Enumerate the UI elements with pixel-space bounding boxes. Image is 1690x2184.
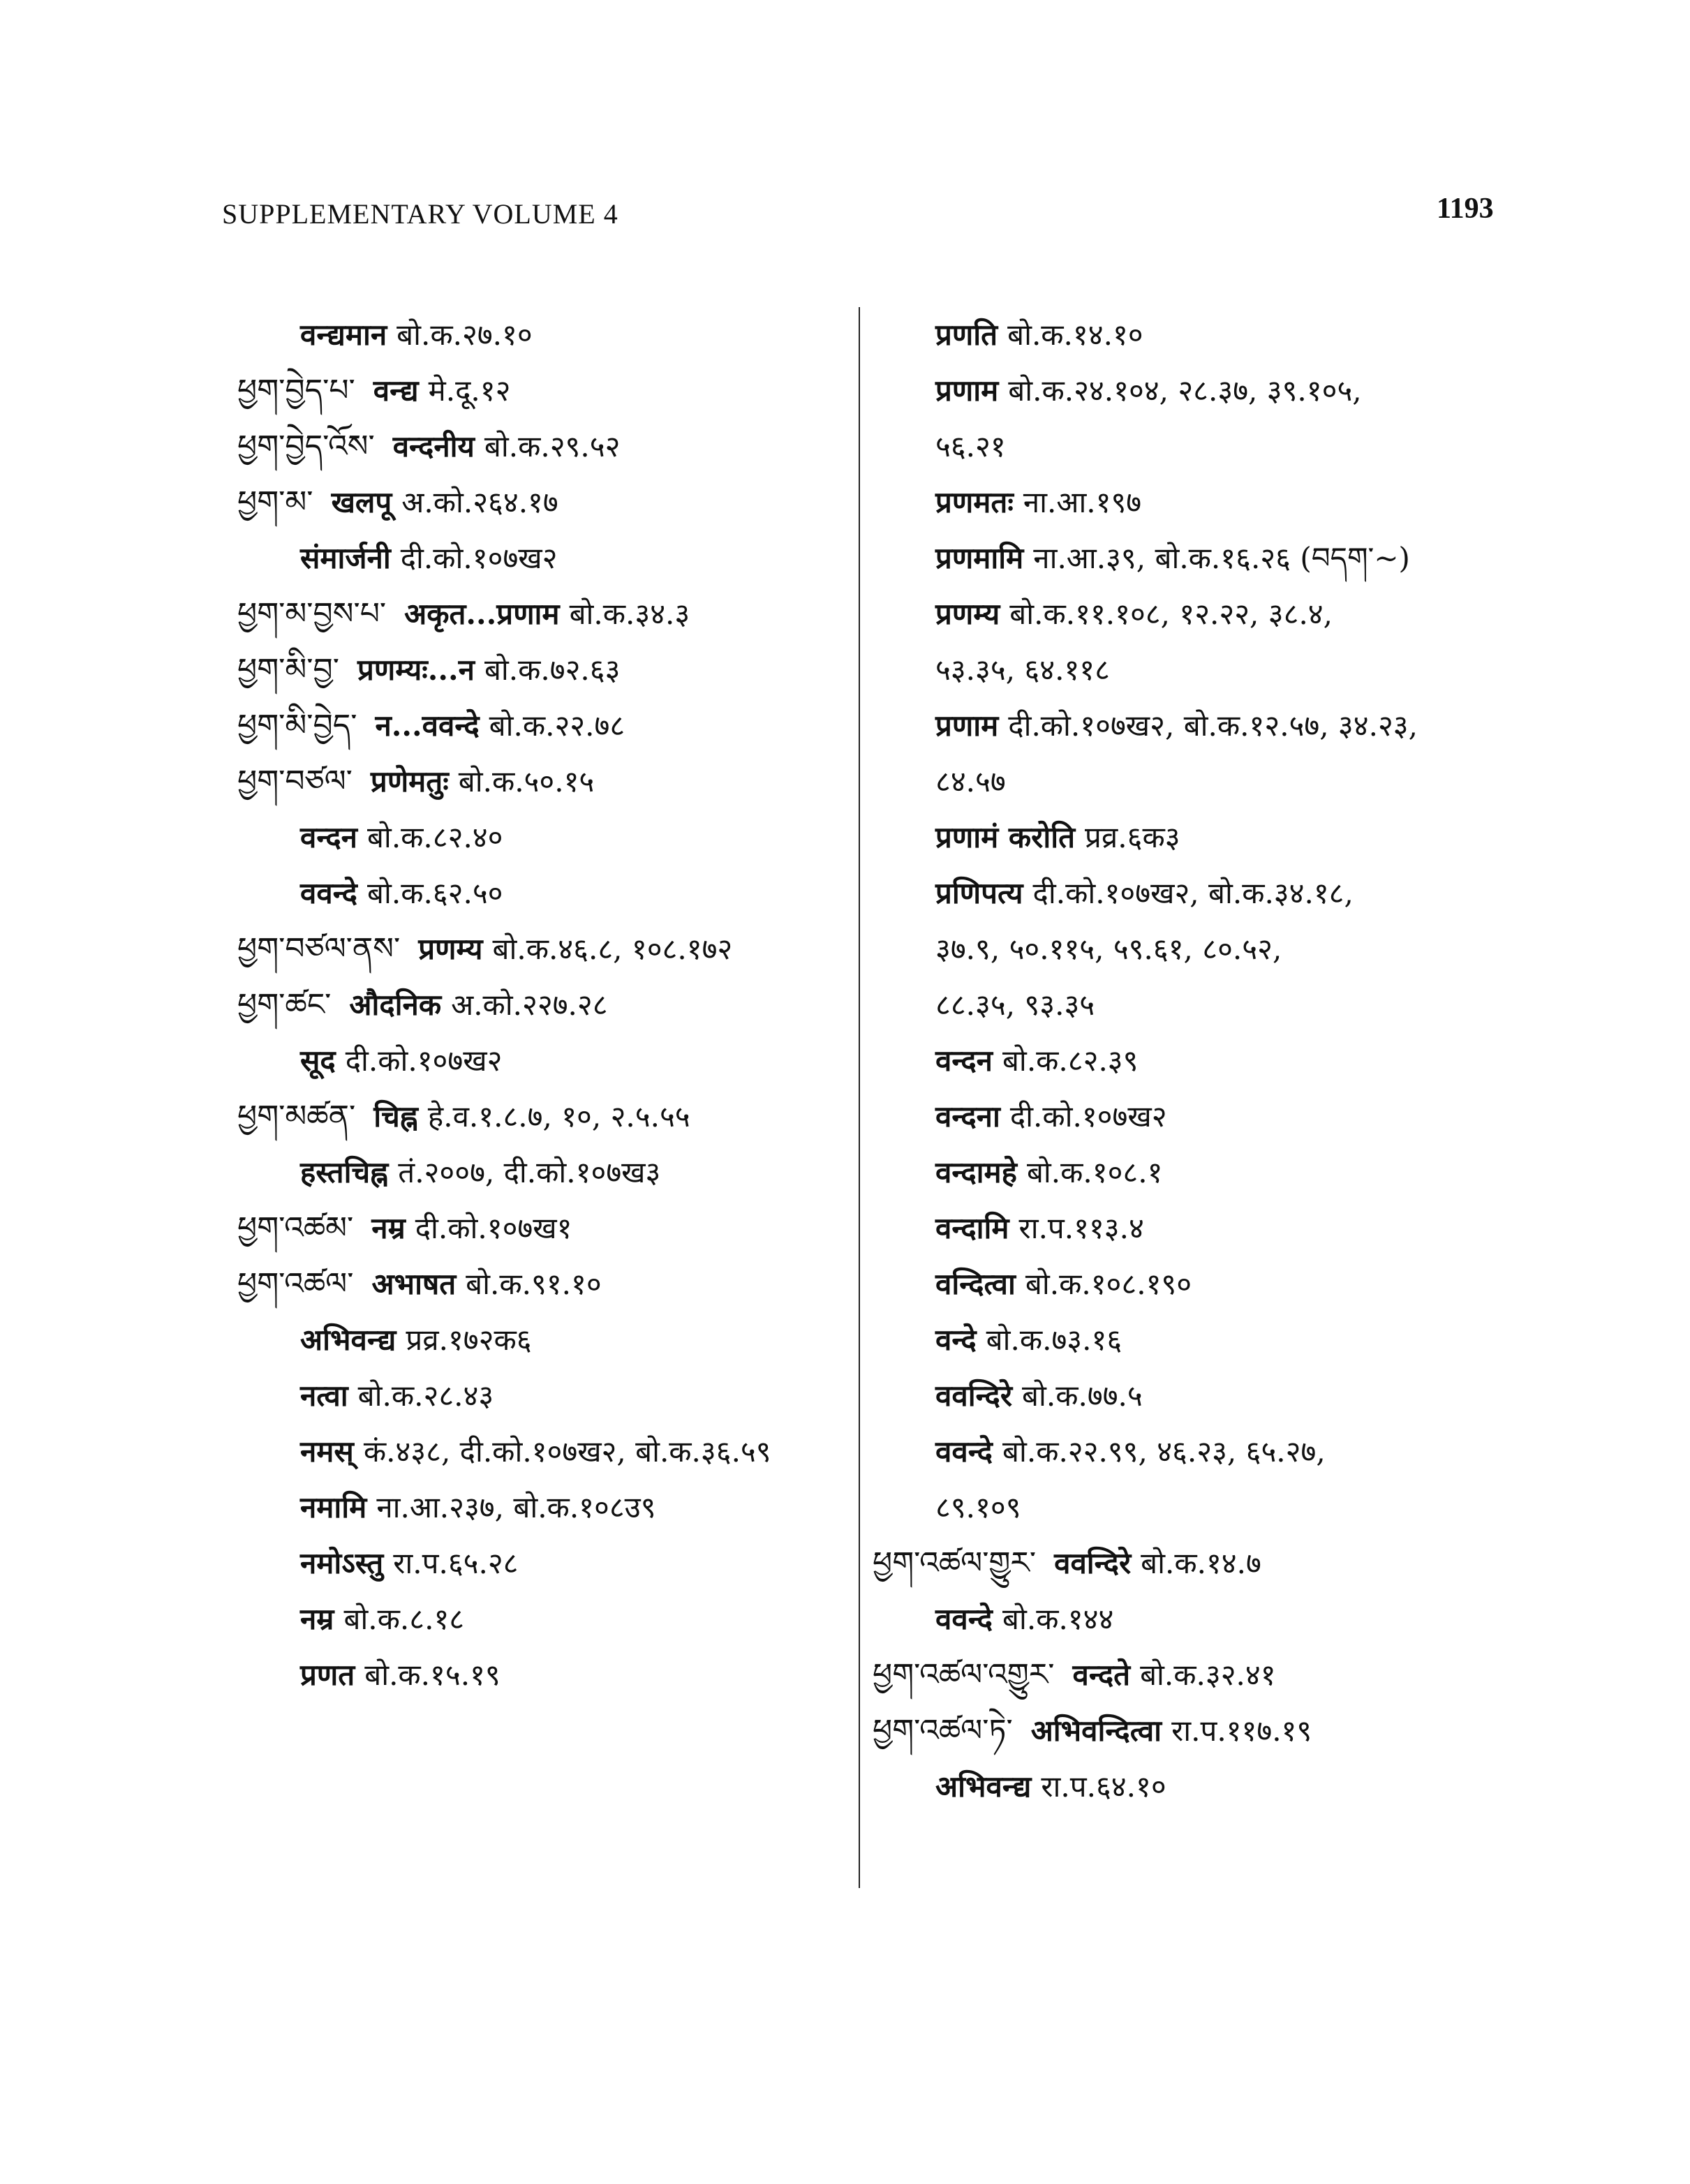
source-references: ५६.२१ (935, 429, 1006, 463)
sanskrit-headword: प्रणिपत्य (935, 876, 1023, 910)
source-references: बो.क.७७.५ (1022, 1379, 1143, 1413)
sanskrit-headword: प्रणति (935, 318, 998, 352)
tibetan-term: ཕྱག་འཚལ་ཏེ་ (873, 1713, 1013, 1748)
source-references: रा.प.११३.४ (1018, 1211, 1144, 1245)
sanskrit-headword: वन्दते (1072, 1658, 1131, 1692)
sanskrit-headword: नमस् (300, 1434, 354, 1469)
sanskrit-headword: सूद (300, 1043, 336, 1078)
source-references: बो.क.२८.४३ (357, 1379, 494, 1413)
sanskrit-headword: हस्तचिह्न (300, 1155, 389, 1189)
sanskrit-headword: ववन्दे (935, 1434, 993, 1469)
sanskrit-headword: वन्दना (935, 1099, 1000, 1134)
source-references: बो.क.७३.१६ (986, 1323, 1122, 1357)
source-references: बो.क.१४.७ (1141, 1546, 1261, 1580)
sanskrit-headword: प्रणम्य (418, 932, 483, 966)
tibetan-term: ཕྱག་འཚལ་ (237, 1266, 354, 1302)
sanskrit-headword: ववन्दिरे (935, 1379, 1013, 1413)
source-references: बो.क.११.१०८, १२.२२, ३८.४, (1009, 597, 1333, 631)
tibetan-term: ཕྱག་འཚམ་ (237, 1210, 354, 1246)
dictionary-entry (237, 586, 859, 642)
source-references: बो.क.२२.९९, ४६.२३, ६५.२७, (1002, 1434, 1326, 1469)
dictionary-entry (237, 866, 859, 921)
sanskrit-headword: प्रणमतः (935, 485, 1014, 519)
source-references: ८८.३५, ९३.३५ (935, 988, 1095, 1022)
dictionary-entry (237, 1201, 859, 1256)
sanskrit-headword: अभिवन्द्य (300, 1323, 396, 1357)
sanskrit-headword: वन्दन (935, 1043, 993, 1078)
dictionary-entry (873, 1647, 1501, 1703)
dictionary-entry (237, 1256, 859, 1312)
source-references: ८४.५७ (935, 764, 1006, 798)
source-references: रा.प.६५.२८ (393, 1546, 519, 1580)
source-references: ५३.३५, ६४.११८ (935, 653, 1110, 687)
sanskrit-headword: वन्दनीय (392, 429, 475, 463)
source-references: बो.क.७२.६३ (484, 653, 621, 687)
sanskrit-headword: प्रणेमतुः (370, 764, 449, 798)
sanskrit-headword: वन्दामहे (935, 1155, 1017, 1189)
source-references: अ.को.२२७.२८ (451, 988, 608, 1022)
sanskrit-headword: प्रणामं करोति (935, 820, 1076, 854)
dictionary-entry (873, 810, 1501, 866)
source-references: बो.क.१४४ (1002, 1602, 1114, 1636)
dictionary-entry (237, 1368, 859, 1424)
source-references: बो.क.६२.५० (366, 876, 503, 910)
sanskrit-headword: वन्द्य (373, 373, 419, 408)
dictionary-entry (237, 921, 859, 977)
source-references: बो.क.२४.१०४, २८.३७, ३९.१०५, (1008, 373, 1362, 408)
dictionary-entry (873, 586, 1501, 642)
sanskrit-headword: अकृत...प्रणाम (404, 597, 560, 631)
tibetan-term: ཕྱག་འཚལ་གྱུར་ (873, 1545, 1037, 1581)
dictionary-entry (237, 1145, 859, 1201)
dictionary-entry (873, 1759, 1501, 1815)
source-references: रा.प.११७.१९ (1171, 1714, 1312, 1748)
dictionary-entry (873, 1033, 1501, 1089)
dictionary-entry (873, 866, 1501, 921)
sanskrit-headword: प्रणाम (935, 373, 999, 408)
sanskrit-headword: नमोऽस्तु (300, 1546, 384, 1580)
dictionary-entry (237, 1647, 859, 1703)
sanskrit-headword: खलपू (331, 485, 392, 519)
dictionary-entry (237, 1033, 859, 1089)
dictionary-entry (873, 1703, 1501, 1759)
tibetan-term: ཕྱག་མི་བྱ་ (237, 652, 339, 688)
dictionary-entry (237, 307, 859, 363)
source-references: ८९.१०९ (935, 1490, 1021, 1524)
dictionary-entry (237, 642, 859, 698)
source-references: ३७.९, ५०.११५, ५९.६१, ८०.५२, (935, 932, 1282, 966)
tibetan-term: ཕྱག་བྱེད་པ་ (237, 373, 355, 408)
dictionary-entry (873, 1424, 1501, 1480)
source-references: कं.४३८, दी.को.१०७ख२, बो.क.३६.५९ (363, 1434, 771, 1469)
source-references: तं.२००७, दी.को.१०७ख३ (398, 1155, 661, 1189)
tibetan-term: ཕྱག་མི་བྱེད་ (237, 708, 357, 743)
dictionary-entry (237, 754, 859, 810)
sanskrit-headword: ववन्दे (935, 1602, 993, 1636)
source-references: दी.को.१०७ख२ (1009, 1099, 1167, 1134)
sanskrit-headword: वन्दे (935, 1323, 977, 1357)
sanskrit-headword: ववन्दे (300, 876, 357, 910)
dictionary-entry (237, 810, 859, 866)
dictionary-entry (237, 1312, 859, 1368)
left-column (237, 307, 859, 1703)
dictionary-entry (237, 1424, 859, 1480)
source-references: दी.को.१०७ख२, बो.क.३४.१८, (1032, 876, 1354, 910)
tibetan-term: ཕྱག་མཚན་ (237, 1099, 356, 1134)
right-column (873, 307, 1501, 1815)
dictionary-entry (873, 1201, 1501, 1256)
sanskrit-headword: प्रणम्य (935, 597, 1000, 631)
tibetan-term: ཕྱག་མ་ (237, 484, 313, 520)
dictionary-entry (873, 754, 1501, 810)
source-references: हे.व.१.८.७, १०, २.५.५५ (427, 1099, 690, 1134)
sanskrit-headword: अभिवन्दित्वा (1030, 1714, 1162, 1748)
sanskrit-headword: नत्वा (300, 1379, 348, 1413)
sanskrit-headword: अभाषत (371, 1267, 457, 1301)
source-references: बो.क.१४.१० (1007, 318, 1143, 352)
dictionary-entry (873, 1089, 1501, 1145)
dictionary-entry (873, 642, 1501, 698)
dictionary-entry (873, 419, 1501, 475)
sanskrit-headword: प्रणाम (935, 708, 999, 743)
dictionary-entry (237, 1089, 859, 1145)
source-references: बो.क.२७.१० (396, 318, 533, 352)
sanskrit-headword: नम्र (300, 1602, 334, 1636)
dictionary-entry (237, 530, 859, 586)
source-references: बो.क.४६.८, १०८.१७२ (492, 932, 733, 966)
dictionary-entry (873, 1256, 1501, 1312)
source-references: दी.को.१०७ख१ (415, 1211, 572, 1245)
column-divider (859, 307, 860, 1888)
source-references: रा.प.६४.१० (1041, 1769, 1166, 1804)
sanskrit-headword: प्रणम्यः...न (357, 653, 475, 687)
tibetan-term: ཕྱག་མ་བྱས་པ་ (237, 596, 387, 632)
source-references: बो.क.२९.५२ (484, 429, 621, 463)
source-references: बो.क.५०.१५ (458, 764, 595, 798)
dictionary-entry (873, 698, 1501, 754)
source-references: ना.आ.१९७ (1023, 485, 1142, 519)
sanskrit-headword: वन्दन (300, 820, 357, 854)
sanskrit-headword: वन्दित्वा (935, 1267, 1016, 1301)
dictionary-entry (873, 1591, 1501, 1647)
sanskrit-headword: नम्र (371, 1211, 406, 1245)
source-references: दी.को.१०७ख२ (345, 1043, 503, 1078)
dictionary-entry (237, 977, 859, 1033)
source-references: बो.क.८२.४० (366, 820, 503, 854)
tibetan-term: ཕྱག་བཙལ་ནས་ (237, 931, 401, 967)
dictionary-entry (237, 363, 859, 419)
tibetan-term: ཕྱག་འཚལ་འགྱུར་ (873, 1657, 1055, 1693)
dictionary-entry (237, 1536, 859, 1591)
source-references: बो.क.१५.१९ (364, 1658, 501, 1692)
running-title: SUPPLEMENTARY VOLUME 4 (222, 198, 618, 230)
sanskrit-headword: वन्द्यमान (300, 318, 387, 352)
sanskrit-headword: नमामि (300, 1490, 367, 1524)
sanskrit-headword: न...ववन्दे (375, 708, 480, 743)
sanskrit-headword: औदनिक (349, 988, 442, 1022)
dictionary-entry (873, 530, 1501, 586)
sanskrit-headword: अभिवन्द्य (935, 1769, 1032, 1804)
tibetan-term: ཕྱག་ཚང་ (237, 987, 332, 1023)
sanskrit-headword: संमार्जनी (300, 541, 391, 575)
dictionary-entry (873, 1145, 1501, 1201)
source-references: ना.आ.२३७, बो.क.१०८उ९ (376, 1490, 656, 1524)
source-references: दी.को.१०७ख२ (400, 541, 558, 575)
source-references: बो.क.१०८.१९० (1025, 1267, 1192, 1301)
source-references: बो.क.९१.१० (466, 1267, 602, 1301)
dictionary-entry (873, 475, 1501, 530)
dictionary-entry (237, 1591, 859, 1647)
dictionary-entry (873, 977, 1501, 1033)
dictionary-entry (873, 1368, 1501, 1424)
source-references: बो.क.८२.३९ (1002, 1043, 1139, 1078)
dictionary-entry (237, 698, 859, 754)
sanskrit-headword: ववन्दिरे (1054, 1546, 1132, 1580)
dictionary-entry (237, 1480, 859, 1536)
dictionary-entry (873, 363, 1501, 419)
source-references: प्रव्र.१७२क६ (406, 1323, 532, 1357)
dictionary-entry (873, 921, 1501, 977)
source-references: मे.दू.१२ (428, 373, 511, 408)
dictionary-entry (873, 1480, 1501, 1536)
source-references: बो.क.२२.७८ (489, 708, 625, 743)
source-references: अ.को.२६४.१७ (401, 485, 558, 519)
dictionary-entry (873, 1536, 1501, 1591)
source-references: बो.क.१०८.१ (1026, 1155, 1163, 1189)
source-references: प्रव्र.६क३ (1085, 820, 1180, 854)
dictionary-entry (237, 419, 859, 475)
source-references: बो.क.३२.४१ (1140, 1658, 1276, 1692)
sanskrit-headword: वन्दामि (935, 1211, 1009, 1245)
sanskrit-headword: प्रणत (300, 1658, 355, 1692)
dictionary-entry (873, 1312, 1501, 1368)
source-references: बो.क.८.१८ (343, 1602, 465, 1636)
tibetan-term: ཕྱག་བཙལ་ (237, 764, 353, 799)
dictionary-entry (873, 307, 1501, 363)
source-references: ना.आ.३९, बो.क.१६.२६ (བདག་~) (1033, 541, 1410, 575)
tibetan-term: ཕྱག་བྱེད་འོས་ (237, 429, 375, 464)
page-number: 1193 (1437, 193, 1494, 225)
source-references: दी.को.१०७ख२, बो.क.१२.५७, ३४.२३, (1008, 708, 1418, 743)
dictionary-entry (237, 475, 859, 530)
sanskrit-headword: प्रणमामि (935, 541, 1024, 575)
sanskrit-headword: चिह्न (373, 1099, 418, 1134)
source-references: बो.क.३४.३ (569, 597, 690, 631)
